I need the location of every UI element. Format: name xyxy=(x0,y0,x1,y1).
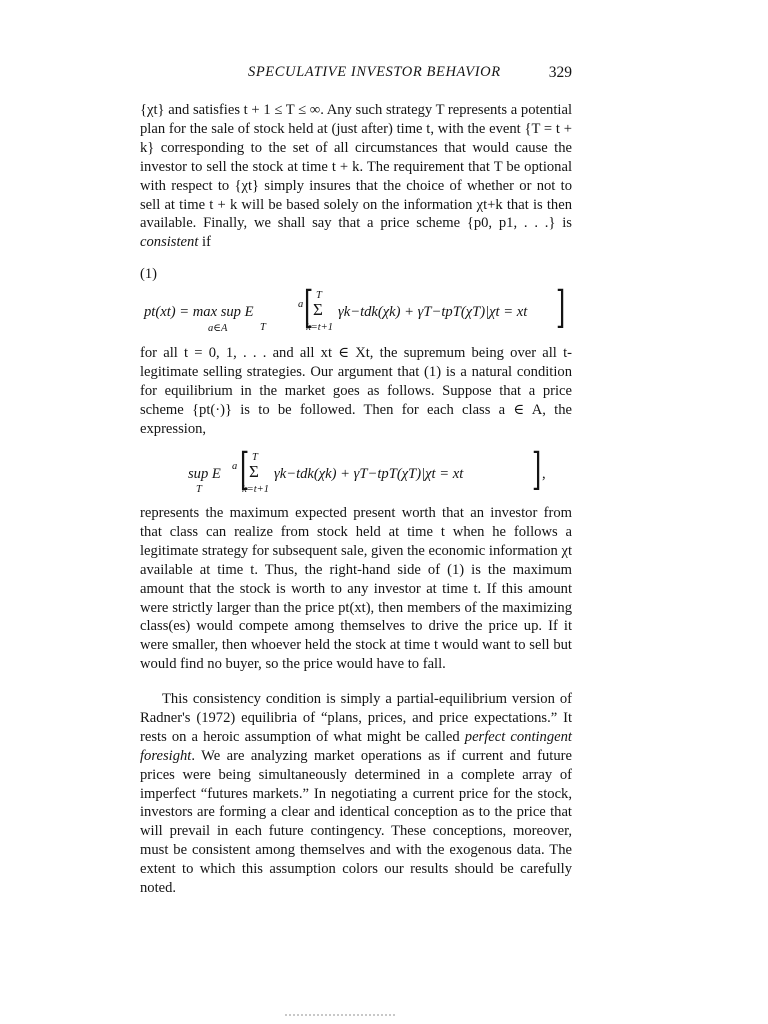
paragraph-text-end: . We are analyzing market operations as if current and future prices were being simultaneously determined in a complete array of imperfect “futures markets.” In negotiating a current price for the stock, investors are forming a clear and identical conception as to the price that will prevail in each future contingency. These conceptions, moreover, must be consistent among themselves and with the exogenous data. The extent to which this assumption colors our results should be carefully noted. xyxy=(140,747,572,897)
equation-1-sup-index: T xyxy=(260,322,266,333)
equation-1-sum-upper: T xyxy=(316,290,322,301)
emphasis-consistent: consistent xyxy=(140,234,199,251)
paragraph-text: {χt} and satisfies t + 1 ≤ T ≤ ∞. Any such strategy T represents a potential plan for the sale of stock held at (just after) time t, with the event {T = t + k} corresponding to the set of all circumstances that would cause the investor to sell the stock at time t + k. The requirement that T be optional with respect to {χt} simply insures that the choice of whether or not to sell at time t + k will be based solely on the information χt+k that is then available. Finally, we shall say that a price scheme {p0, p1, . . .} is xyxy=(140,102,572,232)
equation-2-body: γk−tdk(χk) + γT−tpT(χT)|χt = xt xyxy=(274,466,464,482)
right-bracket: ] xyxy=(555,282,566,333)
paragraph-text-end: if xyxy=(198,234,211,251)
equation-2-sup-index: T xyxy=(196,484,202,495)
running-head xyxy=(140,64,572,86)
paragraph-text: for all t = 0, 1, . . . and all xt ∈ Xt, the supremum being over all t-legitimate selling strategies. Our argument that (1) is a natural condition for equilibrium in the market goes as follows. Suppose that a price scheme {pt(·)} is to be followed. Then for each class a ∈ A, the expression, xyxy=(140,345,572,437)
running-title: SPECULATIVE INVESTOR BEHAVIOR xyxy=(248,64,501,80)
paragraph-maximum-worth xyxy=(140,504,572,674)
equation-2-sum-upper: T xyxy=(252,452,258,463)
equation-2-comma: , xyxy=(542,466,546,482)
equation-1-lhs: pt(xt) = max sup E xyxy=(144,304,254,320)
equation-label: (1) xyxy=(140,266,158,282)
paragraph-consistency-condition xyxy=(140,690,572,898)
right-bracket: ] xyxy=(531,444,542,495)
equation-1-sum-lower: k=t+1 xyxy=(306,322,333,333)
equation-1-max-index: a∈A xyxy=(208,323,228,334)
summation-sign: Σ xyxy=(249,462,259,481)
equation-2-superscript: a xyxy=(232,461,238,472)
left-bracket: [ xyxy=(239,444,250,495)
emphasis-perfect-contingent-foresight: perfect contingent foresight xyxy=(140,728,572,764)
paragraph-text: This consistency condition is simply a partial-equilibrium version of Radner's (1972) equilibria of “plans, prices, and price expectations.” It rests on a heroic assumption of what might be called xyxy=(140,691,572,745)
equation-1-body: γk−tdk(χk) + γT−tpT(χT)|χt = xt xyxy=(338,304,528,320)
page-number: 329 xyxy=(548,64,572,81)
equation-1-superscript: a xyxy=(298,299,304,310)
paragraph-strategy-definition xyxy=(140,101,572,252)
paragraph-text: represents the maximum expected present worth that an investor from that class can realize from stock held at time t when he follows a legitimate strategy for subsequent sale, given the economic information χt available at time t. Thus, the right-hand side of (1) is the maximum amount that the stock is worth to any investor at time t. If this amount were strictly larger than the price pt(xt), then members of the maximizing class(es) would compete among themselves to drive the price up. If it were smaller, then whoever held the stock at time t would want to sell but would find no buyer, so the price would have to fall. xyxy=(140,505,573,673)
scan-artifact xyxy=(285,1014,395,1019)
paragraph-equilibrium-argument xyxy=(140,344,572,439)
equation-1 xyxy=(140,282,580,340)
equation-2-sum-lower: k=t+1 xyxy=(242,484,269,495)
equation-2-lhs: sup E xyxy=(188,466,221,482)
equation-2 xyxy=(140,444,580,500)
summation-sign: Σ xyxy=(313,300,323,319)
left-bracket: [ xyxy=(303,282,314,333)
